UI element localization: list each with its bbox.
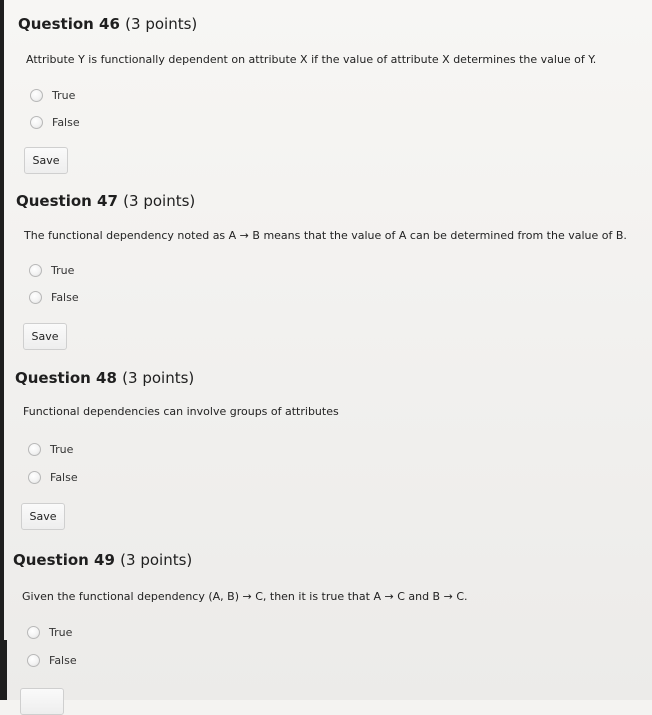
- radio-button[interactable]: [28, 471, 41, 484]
- option-label: True: [51, 264, 75, 277]
- option-false[interactable]: [28, 471, 78, 484]
- question-47: [16, 192, 652, 210]
- question-text: The functional dependency noted as A → B means that the value of A can be determined from the value of B.: [24, 229, 627, 242]
- question-text: Functional dependencies can involve groups of attributes: [23, 405, 339, 418]
- question-number: Question 49: [13, 551, 115, 569]
- question-points: (3 points): [120, 551, 193, 569]
- option-label: False: [50, 471, 78, 484]
- option-label: False: [51, 291, 79, 304]
- option-false[interactable]: [29, 291, 79, 304]
- option-label: True: [49, 626, 73, 639]
- radio-button[interactable]: [30, 89, 43, 102]
- question-title: [16, 192, 652, 210]
- option-label: False: [49, 654, 77, 667]
- radio-button[interactable]: [28, 443, 41, 456]
- question-points: (3 points): [125, 15, 198, 33]
- option-label: False: [52, 116, 80, 129]
- radio-button[interactable]: [29, 291, 42, 304]
- question-points: (3 points): [123, 192, 196, 210]
- radio-button[interactable]: [27, 654, 40, 667]
- save-button[interactable]: Save: [23, 323, 67, 350]
- question-48: [15, 369, 652, 387]
- option-false[interactable]: [27, 654, 77, 667]
- option-false[interactable]: [30, 116, 80, 129]
- option-label: True: [52, 89, 76, 102]
- question-text: Given the functional dependency (A, B) → C, then it is true that A → C and B → C.: [22, 590, 468, 603]
- radio-button[interactable]: [29, 264, 42, 277]
- option-true[interactable]: [28, 443, 73, 456]
- option-true[interactable]: [30, 89, 75, 102]
- question-49: [13, 551, 652, 569]
- question-title: [15, 369, 652, 387]
- question-46: [18, 15, 652, 33]
- question-number: Question 47: [16, 192, 118, 210]
- left-border: [0, 0, 4, 700]
- radio-button[interactable]: [27, 626, 40, 639]
- option-true[interactable]: [29, 264, 74, 277]
- option-true[interactable]: [27, 626, 72, 639]
- save-button[interactable]: Save: [21, 503, 65, 530]
- question-title: [18, 15, 652, 33]
- left-border-bottom: [0, 640, 7, 700]
- question-number: Question 46: [18, 15, 120, 33]
- radio-button[interactable]: [30, 116, 43, 129]
- option-label: True: [50, 443, 74, 456]
- save-button[interactable]: [20, 688, 64, 715]
- question-points: (3 points): [122, 369, 195, 387]
- save-button[interactable]: Save: [24, 147, 68, 174]
- question-text: Attribute Y is functionally dependent on attribute X if the value of attribute X determines the value of Y.: [26, 53, 597, 66]
- question-title: [13, 551, 652, 569]
- question-number: Question 48: [15, 369, 117, 387]
